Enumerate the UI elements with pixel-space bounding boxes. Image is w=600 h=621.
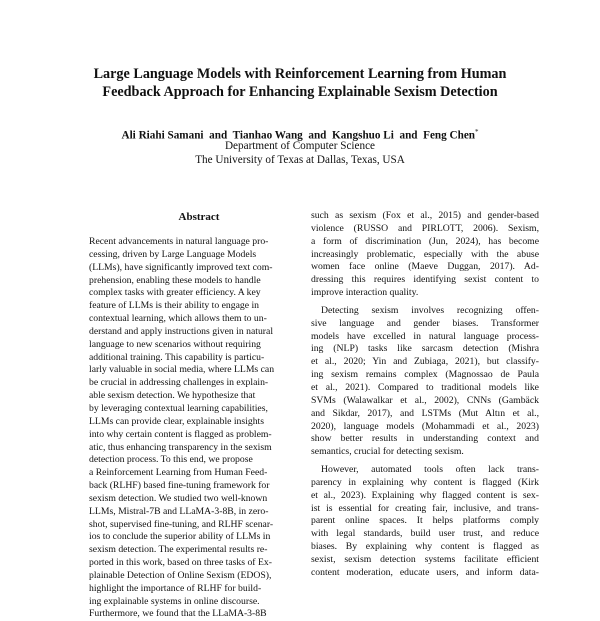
abstract-line: detection process. To this end, we propose xyxy=(89,454,253,466)
body-paragraph xyxy=(311,210,539,300)
abstract-line: Furthermore, we found that the LLaMA-3-8B xyxy=(89,608,267,620)
author-separator: and xyxy=(399,129,418,142)
body-line: increasingly problematic, especially with the abuse xyxy=(311,248,539,260)
body-line: et al., 2021). Compared to traditional models like xyxy=(311,381,539,393)
abstract-line: cessing, driven by Large Language Models xyxy=(89,248,257,260)
body-line: ist is essential for creating fair, inclusive, and trans- xyxy=(311,502,539,514)
body-line: with legal standards, build user trust, and reduce xyxy=(311,528,539,540)
abstract-body xyxy=(89,236,309,621)
abstract-line: derstand and apply instructions given in natural xyxy=(89,325,274,337)
abstract-line: contextual learning, which allows them to un- xyxy=(89,313,267,325)
author-name: Tianhao Wang xyxy=(232,129,303,142)
body-line: models have excelled in natural language process- xyxy=(311,330,539,342)
author-name: Feng Chen xyxy=(423,129,476,142)
abstract-line: prehension, enabling these models to handle xyxy=(89,274,261,286)
body-line: ing (NLP) tasks like sarcasm detection (Mishra xyxy=(311,343,539,355)
body-line: show better results in understanding context and xyxy=(311,433,539,445)
abstract-line: LLMs can provide clear, explainable insights xyxy=(89,415,265,427)
corresponding-author-mark: * xyxy=(475,128,479,136)
body-line: parency in explaining why content is flagged (Kirk xyxy=(311,476,539,488)
abstract-line: ios to conclude the superior ability of LLMs in xyxy=(89,531,271,543)
abstract-line: highlight the importance of RLHF for build- xyxy=(89,582,262,594)
body-line: sive language and gender biases. Transformer xyxy=(311,317,539,329)
abstract-line: feature of LLMs is their ability to engage in xyxy=(89,300,260,312)
body-line: parent online spaces. It helps platforms comply xyxy=(311,515,539,527)
abstract-line: ing explainable systems in online discourse. xyxy=(89,595,260,607)
body-line: and Sikdar, 2017), and LSTMs (Mut Altın et al., xyxy=(311,407,539,419)
abstract-line: language to new scenarios without requiring xyxy=(89,338,261,350)
abstract-heading: Abstract xyxy=(178,211,220,223)
body-line: et al., 2020; Yin and Zubiaga, 2021), but classify- xyxy=(311,356,539,368)
abstract-line: into why certain content is flagged as problem- xyxy=(89,428,272,440)
body-line: improve interaction quality. xyxy=(311,287,419,299)
introduction-body xyxy=(311,210,539,580)
author-name: Ali Riahi Samani xyxy=(121,129,204,142)
abstract-line: shot, supervised fine-tuning, and RLHF scenar- xyxy=(89,518,274,530)
abstract-line: (LLMs), have significantly improved text com- xyxy=(89,261,273,273)
abstract-line: back (RLHF) based fine-tuning framework for xyxy=(89,480,270,492)
body-line: biases. By explaining why content is flagged as xyxy=(311,541,539,553)
abstract-line: sexism detection. The experimental results re- xyxy=(89,544,268,556)
body-line: ing sexism remains complex (Magnossao de Paula xyxy=(311,369,539,381)
abstract-line: a Reinforcement Learning from Human Feed- xyxy=(89,467,268,479)
body-line: such as sexism (Fox et al., 2015) and gender-based xyxy=(311,210,539,221)
department: Department of Computer Science xyxy=(224,140,376,152)
body-line: 2020), language models (Mohammadi et al., 2023) xyxy=(311,420,539,432)
abstract-line: by leveraging contextual learning capabilities, xyxy=(89,402,268,414)
body-paragraph xyxy=(311,464,539,580)
body-line: semantics, crucial for detecting sexism. xyxy=(311,446,464,458)
title-line-2: Feedback Approach for Enhancing Explainable Sexism Detection xyxy=(102,84,498,100)
body-line: Detecting sexism involves recognizing offen- xyxy=(321,304,539,316)
author-separator: and xyxy=(308,129,327,142)
abstract-line: additional training. This capability is particu- xyxy=(89,351,265,363)
paper-title xyxy=(40,65,560,101)
body-line: sexist, sexism detection systems facilitate efficient xyxy=(311,553,539,565)
abstract-line: LLMs, Mistral-7B and LLaMA-3-8B, in zero- xyxy=(89,505,269,517)
author-separator: and xyxy=(209,129,228,142)
body-line: dressing this requires identifying sexist content to xyxy=(311,274,539,286)
institution: The University of Texas at Dallas, Texas, USA xyxy=(195,154,405,166)
abstract-line: larly valuable in social media, where LLMs can xyxy=(89,364,275,376)
body-line: violence (RUSSO and PIRLOTT, 2006). Sexism, xyxy=(311,222,539,234)
abstract-line: complex tasks with greater efficiency. A key xyxy=(89,287,261,299)
title-line-1: Large Language Models with Reinforcement Learning from Human xyxy=(93,66,507,82)
body-paragraph xyxy=(311,305,539,459)
body-line: et al., 2023). Explaining why flagged content is sex- xyxy=(311,489,539,501)
body-line: However, automated tools often lack trans- xyxy=(321,464,539,476)
body-line: a form of discrimination (Jun, 2024), has become xyxy=(311,235,539,247)
abstract-line: be crucial in addressing challenges in explain- xyxy=(89,377,269,389)
abstract-line: atic, thus enhancing transparency in the sexism xyxy=(89,441,272,453)
abstract-line: ported in this work, based on three tasks of Ex- xyxy=(89,557,272,569)
abstract-line: Recent advancements in natural language pro- xyxy=(89,236,269,247)
abstract-line: sexism detection. We studied two well-known xyxy=(89,492,268,504)
abstract-line: plainable Detection of Online Sexism (EDOS), xyxy=(89,569,272,581)
author-name: Kangshuo Li xyxy=(332,129,394,142)
abstract-line: able sexism detection. We hypothesize that xyxy=(89,390,256,402)
body-line: women face online (Maeve Duggan, 2017). Ad- xyxy=(311,261,539,273)
body-line: content moderation, educate users, and inform data- xyxy=(311,566,539,578)
body-line: SVMs (Walawalkar et al., 2002), CNNs (Gambäck xyxy=(311,394,539,406)
